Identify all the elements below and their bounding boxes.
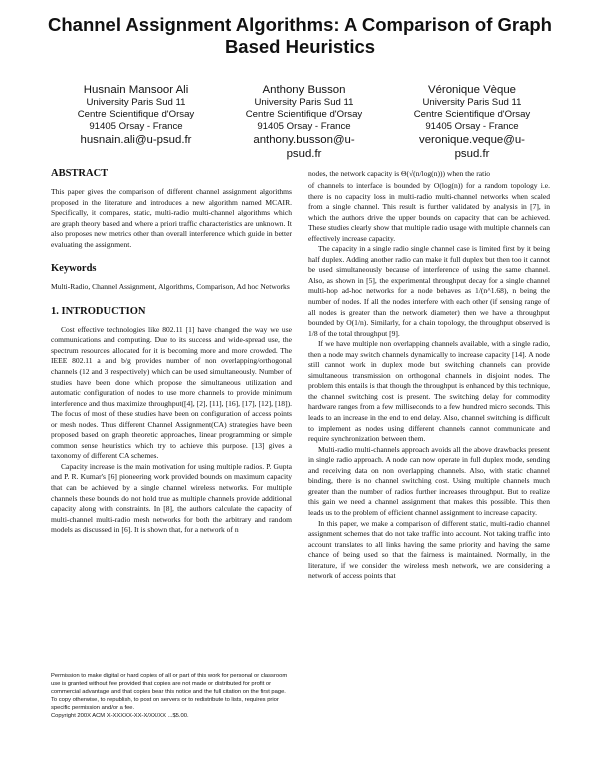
author-name: Anthony Busson bbox=[262, 84, 346, 96]
left-column bbox=[51, 167, 292, 536]
intro-paragraph: Capacity increase is the main motivation for using multiple radios. P. Gupta and P. R. Kumar's [6] pioneering work provided bounds on maximum capacity that can be achieved by a single channel wireless networks. For multiple channels these bounds do not hold true as multiple channels provide additional capacity along with constraints. In [8], the authors calculate the capacity of multi-channel multi-radio mesh networks for both the arbitrary and random models as discussed in [6]. It is shown that, for a network of n bbox=[51, 461, 292, 535]
right-column bbox=[308, 167, 550, 582]
author-email: veronique.veque@u- bbox=[419, 134, 525, 146]
author-2 bbox=[220, 83, 388, 161]
author-affiliation: Centre Scientifique d'Orsay bbox=[413, 109, 531, 120]
author-name: Husnain Mansoor Ali bbox=[83, 84, 189, 96]
author-email: husnain.ali@u-psud.fr bbox=[80, 134, 192, 146]
author-email-cont: psud.fr bbox=[454, 148, 490, 160]
author-affiliation: University Paris Sud 11 bbox=[86, 97, 186, 108]
body-paragraph: The capacity in a single radio single channel case is limited first by it being half duplex. Adding another radio can make it full duplex but then too it cannot be used simultaneously because of interference of using the same channel. Also, as shown in [5], the experimental throughput decay for a single channel multi-hop ad-hoc networks for a node behaves as 1/(n^1.68), n being the number of nodes. If all the nodes interfere with each other (if sensing range of all nodes is greater than the network diameter) then we have a throughput bounded by O(1/n). Similarly, for a chain topology, the throughput observed is 1/8 of the total throughput [9]. bbox=[308, 244, 550, 338]
keywords-heading: Keywords bbox=[51, 263, 97, 275]
author-affiliation: University Paris Sud 11 bbox=[422, 97, 522, 108]
author-block bbox=[52, 83, 556, 161]
copyright-text: Copyright 200X ACM X-XXXXX-XX-X/XX/XX ...$5.00. bbox=[51, 712, 189, 719]
author-affiliation: 91405 Orsay - France bbox=[425, 121, 519, 132]
body-paragraph: If we have multiple non overlapping channels available, with a single radio, then a node may switch channels dynamically to increase capacity [14]. A node still cannot work in duplex mode but switching channels can provide simultaneous transmission on orthogonal channels in disjoint nodes. The problem this entails is that though the throughput is enhanced by this technique, the channel switching cost is present. The switching delay for commodity hardware ranges from a few milliseconds to a few hundred micro seconds. This leads to an increase in the end to end delay. Also, channel switching is difficult to implement as nodes using different channels cannot communicate and require synchronization between them. bbox=[308, 339, 550, 444]
intro-paragraph: Cost effective technologies like 802.11 [1] have changed the way we use communications and computing. Due to its success and wide-spread use, the spectrum resources allocated for it is becoming more and more crowded. The IEEE 802.11 a and b/g provides number of non overlapping/orthogonal channels (12 and 3 respectively) which can be used simultaneously. Number of studies have been done which propose the simultaneous utilization and automatic configuration of nodes to use more channels to provide minimum interference and thus maximize throughput([4], [2], [11], [16], [17], [12], [18]). The focus of most of these studies have been on configuration of access points or mesh nodes. Thus different Channel Assignment(CA) strategies have been proposed based on graph theoretic approaches, linear programming or simple common sense heuristics which try to achieve this purpose. [13] gives a taxonomy of different CA schemes. bbox=[51, 324, 292, 461]
body-paragraph: Multi-radio multi-channels approach avoids all the above drawbacks present in single radio approach. A node can now operate in full duplex mode, sending and receiving data on non overlapping channels. Also, with static channel binding, there is no channel switching cost. Using multiple channels much greater than the number of radios further increases throughput. But to realize this gain we need a channel assignment that makes this possible. This then leads us to the problem of efficient channel assignment to increase capacity. bbox=[308, 444, 550, 517]
permission-notice bbox=[51, 673, 292, 720]
title-line-2: Based Heuristics bbox=[224, 36, 376, 57]
introduction-heading: 1. INTRODUCTION bbox=[51, 305, 146, 317]
author-affiliation: Centre Scientifique d'Orsay bbox=[77, 109, 195, 120]
body-paragraph: nodes, the network capacity is Θ(√(n/log(n))) when the ratio bbox=[308, 169, 491, 178]
permission-text: Permission to make digital or hard copies of all or part of this work for personal or classroom use is granted without fee provided that copies are not made or distributed for profit or commercial advantage and that copies bear this notice and the full citation on the first page. To copy otherwise, to republish, to post on servers or to redistribute to lists, requires prior specific permission and/or a fee. bbox=[51, 673, 288, 711]
author-affiliation: University Paris Sud 11 bbox=[254, 97, 354, 108]
author-email-cont: psud.fr bbox=[286, 148, 322, 160]
author-affiliation: 91405 Orsay - France bbox=[257, 121, 351, 132]
paper-title bbox=[0, 14, 600, 58]
author-name: Véronique Vèque bbox=[427, 84, 517, 96]
keywords-text: Multi-Radio, Channel Assignment, Algorithms, Comparison, Ad hoc Networks bbox=[51, 282, 290, 292]
author-affiliation: Centre Scientifique d'Orsay bbox=[245, 109, 363, 120]
abstract-text: This paper gives the comparison of different channel assignment algorithms proposed in the literature and introduces a new algorithm named MCAIR. Specifically, it compares, static, multi-radio multi-channel algorithms which are graph theory based and where a priori traffic characteristics are unknown. It also proposes new metrics other than overall interference which guide in better evaluating the assignment. bbox=[51, 187, 292, 249]
author-1 bbox=[52, 83, 220, 161]
author-3 bbox=[388, 83, 556, 161]
abstract-heading: ABSTRACT bbox=[51, 168, 109, 179]
body-paragraph: In this paper, we make a comparison of different static, multi-radio channel assignment schemes that do not take traffic into account. Not taking traffic into account translates to all links having the same priority and having the same chance of being used so that the fairness is maintained. Normally, in the literature, if we consider the wireless mesh network, we are considering a network of access points that bbox=[308, 518, 550, 581]
title-line-1: Channel Assignment Algorithms: A Comparison of Graph bbox=[48, 14, 552, 35]
author-affiliation: 91405 Orsay - France bbox=[89, 121, 183, 132]
body-paragraph: of channels to interface is bounded by O(log(n)) for a random topology i.e. there is no capacity loss in multi-radio multi-channel networks when scaled from a single channel. This result is further validated by analysis in [7], in which the authors drive the upper bounds on capacity that can be achieved. These studies clearly show that multiple radio usage with multiple channels can effectively increase capacity. bbox=[308, 181, 550, 243]
author-email: anthony.busson@u- bbox=[253, 134, 355, 146]
